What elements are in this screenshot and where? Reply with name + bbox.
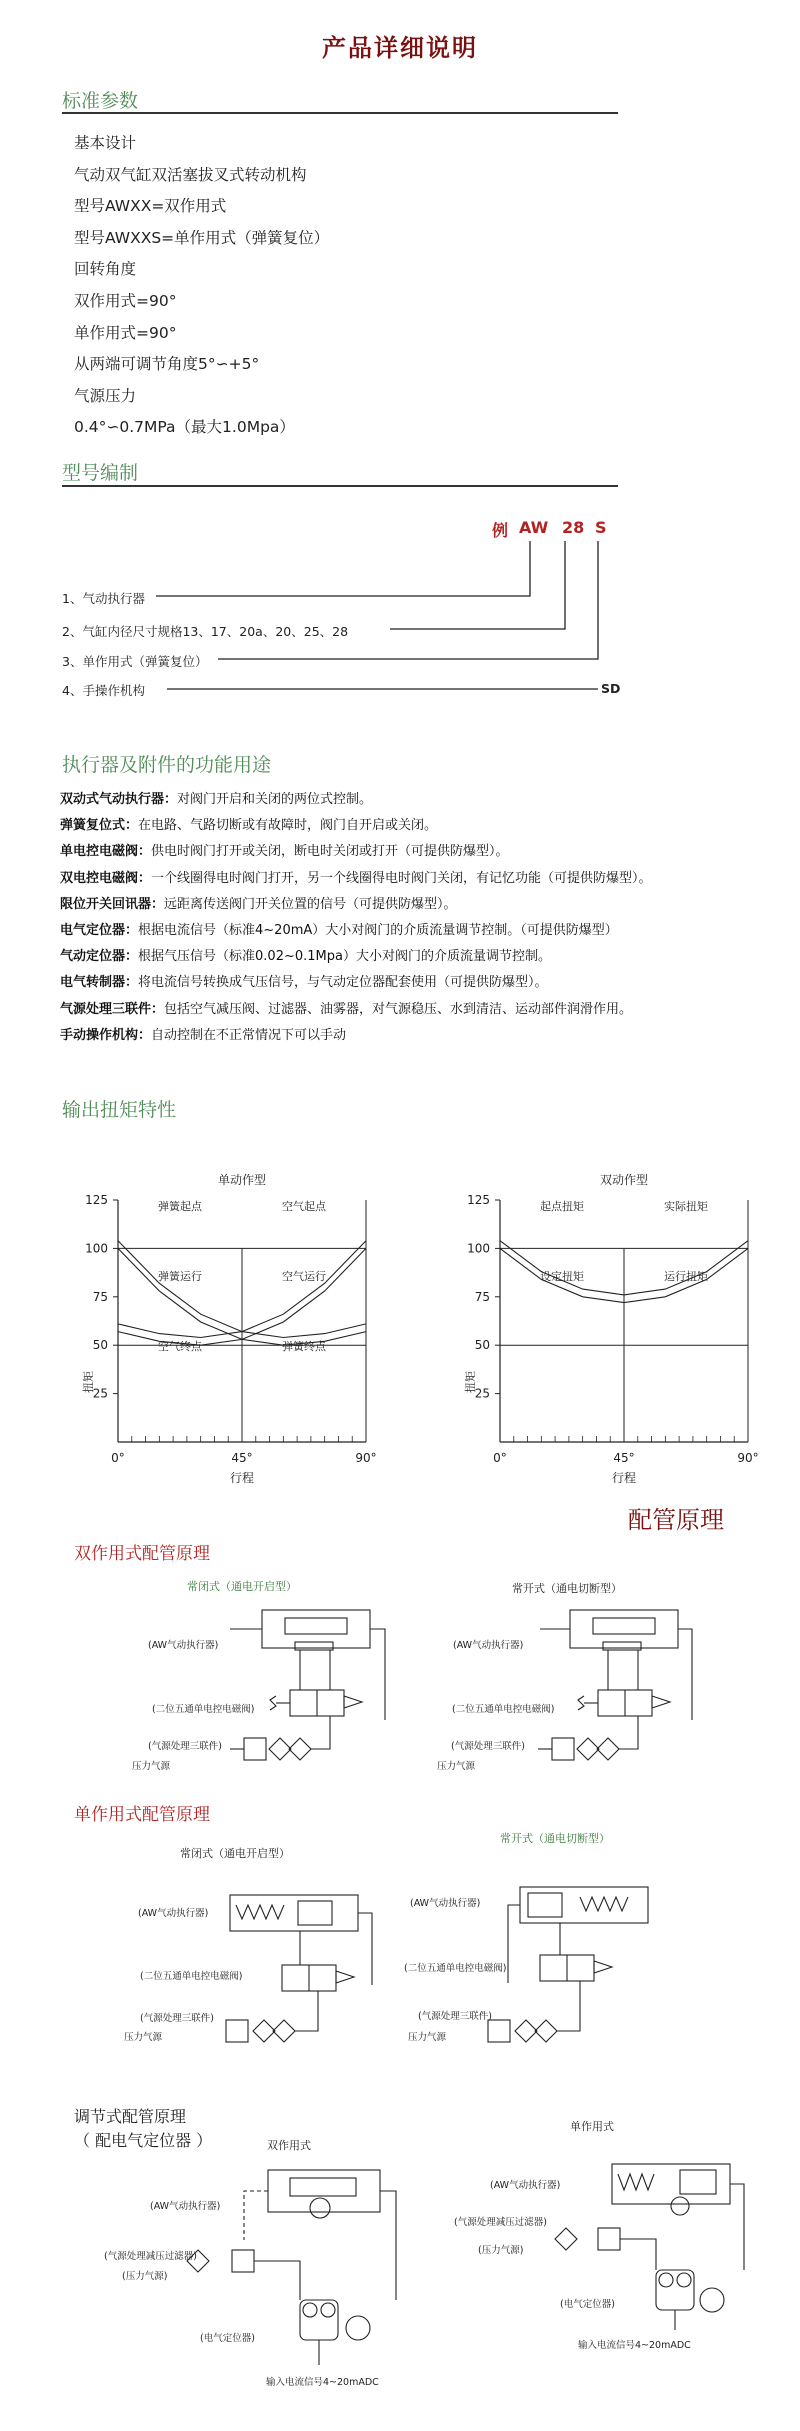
torque-charts bbox=[0, 1130, 800, 1490]
label-actuator: (AW气动执行器) bbox=[410, 1898, 481, 1909]
label-air: 压力气源 bbox=[408, 2032, 447, 2043]
label-frl: (气源处理三联件) bbox=[451, 1741, 525, 1752]
chart-annotation: 弹簧运行 bbox=[158, 1270, 202, 1283]
code-item-2: 2、气缸内径尺寸规格13、17、20a、20、25、28 bbox=[62, 624, 349, 639]
label-valve: (二位五通单电控电磁阀) bbox=[404, 1963, 507, 1974]
label-positioner: (电气定位器) bbox=[200, 2333, 255, 2344]
code-part-size: 28 bbox=[562, 518, 585, 537]
label-signal: 输入电流信号4~20mADC bbox=[266, 2377, 379, 2388]
single-act-caption: 单作用式 bbox=[570, 2120, 614, 2133]
label-signal: 输入电流信号4~20mADC bbox=[578, 2340, 691, 2351]
param-line: 回转角度 bbox=[74, 260, 137, 279]
label-frl2: (气源处理减压过滤器) bbox=[104, 2251, 197, 2262]
function-item: 双动式气动执行器：对阀门开启和关闭的两位式控制。 bbox=[60, 792, 373, 807]
label-valve: (二位五通单电控电磁阀) bbox=[140, 1971, 243, 1982]
code-example-label: 例 bbox=[492, 521, 509, 540]
label-frl: (气源处理三联件) bbox=[148, 1741, 222, 1752]
param-line: 气动双气缸双活塞拔叉式转动机构 bbox=[74, 165, 307, 184]
label-actuator: (AW气动执行器) bbox=[453, 1640, 524, 1651]
frl-unit bbox=[488, 2020, 510, 2042]
label-air3: (压力气源) bbox=[478, 2245, 524, 2256]
label-actuator: (AW气动执行器) bbox=[148, 1640, 219, 1651]
section-divider bbox=[62, 485, 618, 487]
x-tick-label: 45° bbox=[613, 1451, 635, 1465]
regulating-title: 调节式配管原理 bbox=[74, 2107, 187, 2126]
single-piping-title: 单作用式配管原理 bbox=[74, 1805, 210, 1825]
double-piping-diagrams bbox=[0, 1590, 800, 1790]
positioner-body bbox=[300, 2300, 338, 2340]
code-item-4: 4、手操作机构 bbox=[62, 683, 145, 698]
chart-annotation: 设定扭矩 bbox=[540, 1270, 584, 1283]
chart-annotation: 空气终点 bbox=[158, 1340, 202, 1353]
param-line: 0.4°∽0.7MPa（最大1.0Mpa） bbox=[74, 418, 295, 437]
label-frl2: (气源处理减压过滤器) bbox=[454, 2217, 547, 2228]
y-axis-label: 扭矩 bbox=[464, 1371, 477, 1393]
x-tick-label: 0° bbox=[493, 1451, 507, 1465]
frl-unit bbox=[226, 2020, 248, 2042]
chart-annotation: 弹簧终点 bbox=[282, 1340, 326, 1353]
y-tick-label: 100 bbox=[85, 1241, 108, 1256]
chart-title: 双动作型 bbox=[599, 1173, 649, 1187]
chart-annotation: 空气运行 bbox=[282, 1270, 326, 1283]
section-divider bbox=[62, 112, 618, 114]
label-frl: (气源处理三联件) bbox=[140, 2013, 214, 2024]
function-item: 电气定位器：根据电流信号（标准4~20mA）大小对阀门的介质流量调节控制。（可提供防爆型） bbox=[60, 923, 618, 939]
chart-annotation: 实际扭矩 bbox=[664, 1200, 708, 1213]
function-item: 气动定位器：根据气压信号（标准0.02~0.1Mpa）大小对阀门的介质流量调节控制。 bbox=[60, 949, 551, 965]
label-actuator: (AW气动执行器) bbox=[150, 2201, 221, 2212]
y-tick-label: 125 bbox=[85, 1193, 108, 1207]
function-item: 气源处理三联件：包括空气减压阀、过滤器、油雾器，对气源稳压、水到清洁、运动部件润滑作用。 bbox=[60, 1001, 633, 1017]
model-code-connector-lines bbox=[0, 535, 800, 705]
chart-annotation: 起点扭矩 bbox=[540, 1200, 584, 1213]
x-axis-label: 行程 bbox=[229, 1471, 255, 1485]
function-item: 双电控电磁阀：一个线圈得电时阀门打开，另一个线圈得电时阀门关闭，有记忆功能（可提供防爆型）。 bbox=[60, 870, 652, 886]
code-item-1: 1、气动执行器 bbox=[62, 591, 145, 606]
label-valve: (二位五通单电控电磁阀) bbox=[452, 1704, 555, 1715]
param-line: 型号AWXXS=单作用式（弹簧复位） bbox=[74, 228, 330, 247]
x-tick-label: 90° bbox=[737, 1451, 759, 1465]
param-line: 气源压力 bbox=[74, 386, 137, 405]
param-line: 型号AWXX=双作用式 bbox=[74, 197, 227, 216]
code-part-s: S bbox=[595, 518, 607, 537]
param-line: 双作用式=90° bbox=[74, 291, 177, 310]
y-tick-label: 100 bbox=[467, 1241, 490, 1256]
frl-unit bbox=[552, 1738, 574, 1760]
y-axis-label: 扭矩 bbox=[82, 1371, 95, 1393]
section-title-model-code: 型号编制 bbox=[62, 462, 139, 484]
chart-annotation: 弹簧起点 bbox=[158, 1200, 202, 1213]
section-title-piping: 配管原理 bbox=[628, 1506, 724, 1534]
double-act-caption: 双作用式 bbox=[267, 2139, 311, 2152]
label-air: 压力气源 bbox=[124, 2032, 163, 2043]
param-line: 单作用式=90° bbox=[74, 323, 177, 342]
code-part-aw: AW bbox=[519, 518, 549, 537]
label-frl: (气源处理三联件) bbox=[418, 2011, 492, 2022]
y-tick-label: 75 bbox=[474, 1289, 490, 1304]
param-line: 基本设计 bbox=[74, 134, 137, 152]
page-title: 产品详细说明 bbox=[322, 34, 478, 62]
param-line: 从两端可调节角度5°∽+5° bbox=[74, 355, 260, 374]
y-tick-label: 50 bbox=[92, 1338, 108, 1353]
frl-unit bbox=[598, 2228, 620, 2250]
frl-unit bbox=[244, 1738, 266, 1760]
function-item: 限位开关回讯器：远距离传送阀门开关位置的信号（可提供防爆型）。 bbox=[60, 896, 457, 912]
regulating-subtitle: （ 配电气定位器 ） bbox=[74, 2131, 213, 2150]
x-tick-label: 45° bbox=[231, 1451, 253, 1465]
label-actuator: (AW气动执行器) bbox=[138, 1908, 209, 1919]
single-piping-diagrams bbox=[0, 1855, 800, 2055]
label-valve: (二位五通单电控电磁阀) bbox=[152, 1704, 255, 1715]
code-item-3: 3、单作用式（弹簧复位） bbox=[62, 654, 208, 669]
y-tick-label: 50 bbox=[474, 1338, 490, 1353]
function-item: 弹簧复位式：在电路、气路切断或有故障时，阀门自开启或关闭。 bbox=[60, 818, 438, 834]
label-positioner: (电气定位器) bbox=[560, 2299, 615, 2310]
positioner-body bbox=[656, 2270, 694, 2310]
y-tick-label: 25 bbox=[474, 1386, 490, 1401]
function-item: 手动操作机构：自动控制在不正常情况下可以手动 bbox=[60, 1027, 347, 1043]
function-item: 电气转制器：将电流信号转换成气压信号，与气动定位器配套使用（可提供防爆型）。 bbox=[60, 975, 548, 991]
chart-annotation: 空气起点 bbox=[282, 1200, 326, 1213]
function-item: 单电控电磁阀：供电时阀门打开或关闭，断电时关闭或打开（可提供防爆型）。 bbox=[60, 844, 509, 860]
label-air2: (压力气源) bbox=[122, 2271, 168, 2282]
frl-unit bbox=[232, 2250, 254, 2272]
no-caption-single: 常开式（通电切断型） bbox=[500, 1832, 610, 1845]
x-tick-label: 0° bbox=[111, 1451, 125, 1465]
chart-annotation: 运行扭矩 bbox=[664, 1270, 708, 1283]
standard-params-list bbox=[74, 128, 329, 444]
nc-caption-single: 常闭式（通电开启型） bbox=[180, 1847, 290, 1860]
double-piping-title: 双作用式配管原理 bbox=[74, 1544, 210, 1564]
x-axis-label: 行程 bbox=[611, 1471, 637, 1485]
no-caption-double: 常开式（通电切断型） bbox=[512, 1582, 622, 1595]
section-title-torque: 输出扭矩特性 bbox=[62, 1099, 177, 1121]
label-air: 压力气源 bbox=[132, 1761, 171, 1772]
regulating-piping-diagrams bbox=[0, 2150, 800, 2380]
actuator-body bbox=[230, 1895, 358, 1931]
label-air: 压力气源 bbox=[437, 1761, 476, 1772]
code-item-4-suffix: SD bbox=[601, 681, 621, 696]
actuator-body bbox=[268, 2170, 380, 2212]
y-tick-label: 125 bbox=[467, 1193, 490, 1207]
x-tick-label: 90° bbox=[355, 1451, 377, 1465]
functions-list bbox=[60, 787, 740, 1049]
label-actuator: (AW气动执行器) bbox=[490, 2180, 561, 2191]
chart-title: 单动作型 bbox=[217, 1173, 267, 1187]
y-tick-label: 75 bbox=[92, 1289, 108, 1304]
y-tick-label: 25 bbox=[92, 1386, 108, 1401]
nc-caption-double: 常闭式（通电开启型） bbox=[187, 1580, 297, 1593]
section-title-standard-params: 标准参数 bbox=[62, 90, 139, 112]
section-title-functions: 执行器及附件的功能用途 bbox=[62, 754, 272, 776]
